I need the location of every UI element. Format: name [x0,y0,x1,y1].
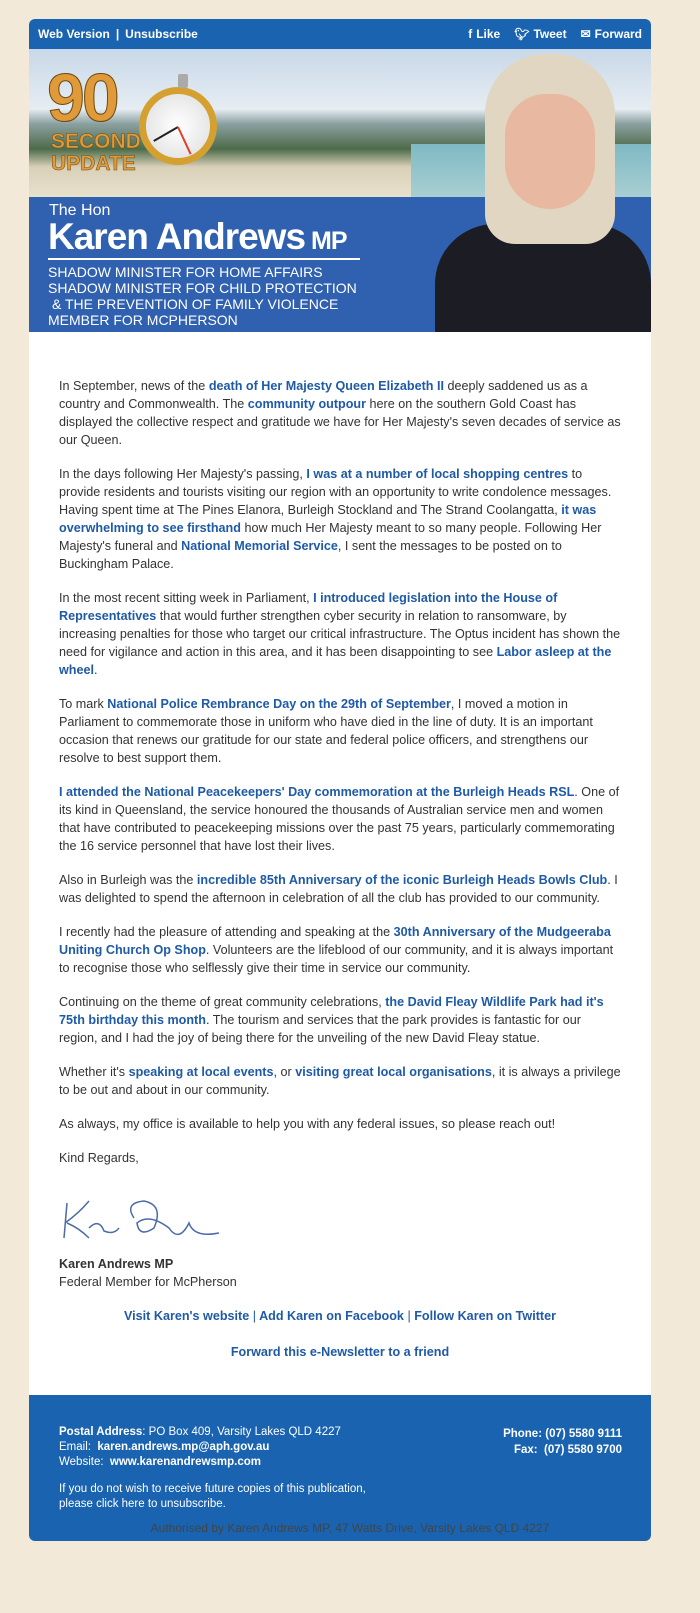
authorisation-line: Authorised by Karen Andrews MP, 47 Watts Drive, Varsity Lakes QLD 4227 [150,1521,550,1535]
signature-image [59,1183,621,1255]
inline-link[interactable]: incredible 85th Anniversary of the iconic Burleigh Heads Bowls Club [196,873,608,887]
text: . I was delighted to spend the afternoon in celebration of all the club has provided to our community. [59,873,618,905]
text: how much Her Majesty meant to so many people. Following Her Majesty's funeral and [59,521,602,553]
text: In the most recent sitting week in Parliament, [59,591,314,605]
text: . Volunteers are the lifeblood of our community, and it is always important to recognise those who selflessly give their time in service our community. [59,943,614,975]
inline-link[interactable]: death of Her Majesty Queen Elizabeth II [208,379,444,393]
paragraph [59,1149,621,1167]
newsletter [29,19,651,1541]
contact-numbers: Phone: (07) 5580 9111 Fax: (07) 5580 9700 [503,1428,622,1456]
paragraph [59,1063,621,1099]
separator: | [115,27,120,41]
inline-link[interactable]: the David Fleay Wildlife Park had it's 75th birthday this month [59,995,604,1027]
text: that would further strengthen cyber security in relation to ransomware, by increasing penalties for those who target our critical infrastructure. The Optus incident has shown the need for vigilance and action in this area, and it has been disappointing to see [59,609,621,659]
stopwatch-icon [139,87,217,165]
footer-website-link[interactable]: www.karenandrewsmp.com [109,1456,261,1468]
logo-second-update: SECOND UPDATE [51,130,141,175]
top-bar [29,19,651,49]
paragraph [59,993,621,1047]
paragraph [59,923,621,977]
roles: SHADOW MINISTER FOR HOME AFFAIRS SHADOW MINISTER FOR CHILD PROTECTION & THE PREVENTION OF FAMILY VIOLENCE MEMBER FOR MCPHERSON [48,264,357,328]
text: . One of its kind in Queensland, the service honoured the thousands of Australian service men and women that have contributed to peacekeeping missions over the past 75 years, particularly commemorating the 16 service personnel that have lost their lives. [59,785,620,853]
text: deeply saddened us as a country and Commonwealth. The [59,379,588,411]
email-link[interactable]: karen.andrews.mp@aph.gov.au [97,1441,270,1453]
website-link[interactable]: Visit Karen's website [123,1309,250,1323]
footer: Postal Address: PO Box 409, Varsity Lakes QLD 4227 Email: karen.andrews.mp@aph.gov.au Website: www.karenandrewsmp.com If you do not wish to receive future copies of this publication, please click here to unsubscribe. Phone: (07) 5580 9111 Fax: (07) 5580 9700 [29,1395,651,1541]
text: Also in Burleigh was the [59,873,197,887]
social-links: Visit Karen's website | Add Karen on Facebook | Follow Karen on Twitter [123,1309,557,1323]
inline-link[interactable]: community outpour [247,397,367,411]
tweet-label: Tweet [533,27,567,41]
header-banner [29,49,651,332]
paragraph [59,695,621,767]
facebook-icon: f [468,27,473,41]
inline-link[interactable]: I introduced legislation into the House of Representatives [59,591,558,623]
signature-title: Federal Member for McPherson [59,1275,237,1289]
inline-link[interactable]: it was overwhelming to see firsthand [59,503,597,535]
logo-90: 90 [47,60,117,136]
forward-label: Forward [594,27,642,41]
paragraph [59,1115,621,1133]
paragraph [59,465,621,573]
text: I recently had the pleasure of attending and speaking at the [59,925,394,939]
inline-link[interactable]: speaking at local events [128,1065,274,1079]
inline-link[interactable]: I attended the National Peacekeepers' Day commemoration at the Burleigh Heads RSL [59,785,575,799]
text: . [94,663,98,677]
tweet-link[interactable] [514,27,566,41]
inline-link[interactable]: I was at a number of local shopping centres [306,467,569,481]
newsletter-body [29,332,651,1361]
footer-unsubscribe[interactable]: If you do not wish to receive future copies of this publication, please click here to unsubscribe. [59,1483,366,1510]
text: Whether it's [59,1065,129,1079]
portrait-photo [425,49,651,332]
paragraph [59,783,621,855]
text: , I moved a motion in Parliament to commemorate those in uniform who have died in the line of duty. It is an important occasion that renews our gratitude for our state and federal police officers, and strengthens our resolve to best support them. [59,697,593,765]
text: As always, my office is available to help you with any federal issues, so please reach out! [59,1117,556,1131]
text: Kind Regards, [59,1151,139,1165]
paragraph [59,377,621,449]
text: . The tourism and services that the park provides is fantastic for our region, and I had the joy of being there for the unveiling of the new David Fleay statue. [59,1013,581,1045]
signature-name: Karen Andrews MP [59,1257,174,1271]
like-link[interactable] [468,27,500,41]
text: Continuing on the theme of great community celebrations, [59,995,386,1009]
paragraph [59,589,621,679]
text: In September, news of the [59,379,209,393]
like-label: Like [476,27,501,41]
inline-link[interactable]: Labor asleep at the wheel [59,645,612,677]
text: To mark [59,697,108,711]
envelope-icon: ✉ [580,27,591,41]
text: , it is always a privilege to be out and about in our community. [59,1065,621,1097]
mp-name: Karen Andrews MP [48,216,360,260]
text: to provide residents and tourists visiting our region with an opportunity to write condolence messages. Having spent time at The Pines Elanora, Burleigh Stockland and The Strand Coolangatta, [59,467,612,517]
forward-link[interactable] [581,27,642,41]
inline-link[interactable]: National Police Rembrance Day on the 29th of September [107,697,451,711]
text: , I sent the messages to be posted on to Buckingham Palace. [59,539,562,571]
honorific: The Hon [49,202,111,219]
unsubscribe-link[interactable]: Unsubscribe [125,27,198,41]
inline-link[interactable]: National Memorial Service [181,539,338,553]
inline-link[interactable]: visiting great local organisations [295,1065,492,1079]
text: here on the southern Gold Coast has displayed the collective respect and gratitude we have for Her Majesty's seven decades of service as our Queen. [59,397,621,447]
facebook-link[interactable]: Add Karen on Facebook [259,1309,404,1323]
twitter-link[interactable]: Follow Karen on Twitter [414,1309,557,1323]
paragraph [59,871,621,907]
text: , or [273,1065,296,1079]
twitter-icon: 🐦︎ [514,27,530,41]
inline-link[interactable]: 30th Anniversary of the Mudgeeraba Uniting Church Op Shop [59,925,611,957]
text: In the days following Her Majesty's passing, [59,467,307,481]
forward-to-friend-link[interactable]: Forward this e-Newsletter to a friend [230,1345,450,1359]
web-version-link[interactable]: Web Version [38,27,110,41]
